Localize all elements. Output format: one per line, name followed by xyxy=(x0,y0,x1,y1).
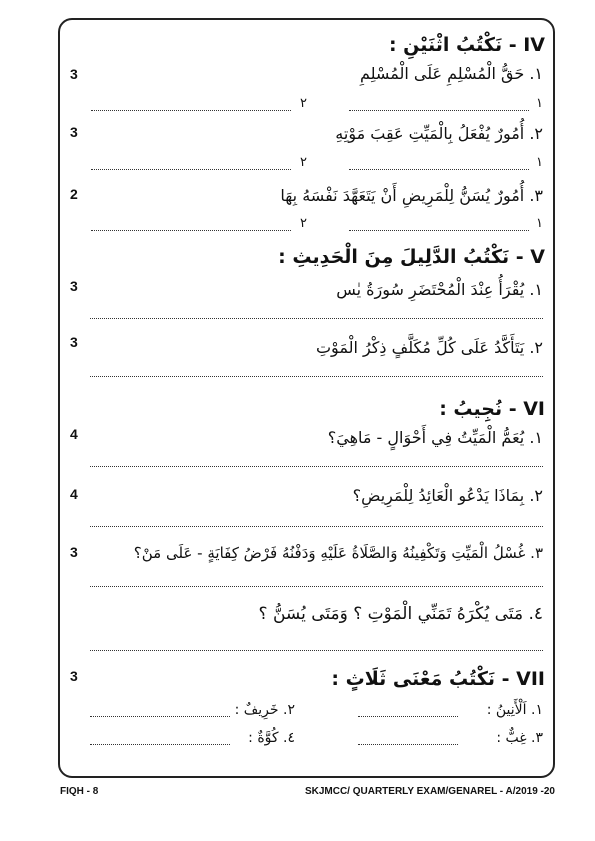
answer-line[interactable] xyxy=(90,526,543,527)
footer-subject: FIQH - 8 xyxy=(60,786,99,797)
answer-line[interactable] xyxy=(91,230,291,231)
answer-num-1: ١ xyxy=(536,96,543,111)
answer-line[interactable] xyxy=(90,716,230,717)
word-1: ١. اَلْأَنِينُ : xyxy=(486,702,543,718)
answer-num-1: ١ xyxy=(536,155,543,170)
question-vi-1: ١. يُعَمُّ الْمَيِّتُ فِي أَحْوَالٍ - مَاهِيَ؟ xyxy=(327,428,543,447)
answer-line[interactable] xyxy=(90,318,543,319)
answer-line[interactable] xyxy=(90,376,543,377)
section-iv-title: IV - نَكْتُبُ اثْنَيْنِ : xyxy=(388,34,545,56)
question-vi-3: ٣. غُسْلُ الْمَيِّتِ وَتَكْفِينُهُ وَالصَّلَاةُ عَلَيْهِ وَدَفْنُهُ فَرْضُ كِفَايَةٍ - عَلَى مَنْ؟ xyxy=(133,544,543,562)
answer-line[interactable] xyxy=(91,110,291,111)
answer-line[interactable] xyxy=(358,744,458,745)
answer-pair-iv-1 xyxy=(90,98,543,114)
answer-line[interactable] xyxy=(91,169,291,170)
answer-line[interactable] xyxy=(90,744,230,745)
answer-line[interactable] xyxy=(349,230,529,231)
word-4: ٤. كُوَّةٌ : xyxy=(248,730,295,746)
question-iv-2: ٢. أُمُورٌ يُفْعَلُ بِالْمَيِّتِ عَقِبَ مَوْتِهِ xyxy=(335,124,543,143)
marks-iv-2: 3 xyxy=(70,124,78,140)
answer-num-2: ٢ xyxy=(300,216,307,231)
marks-v-2: 3 xyxy=(70,334,78,350)
marks-v-1: 3 xyxy=(70,278,78,294)
question-iv-1: ١. حَقُّ الْمُسْلِمِ عَلَى الْمُسْلِمِ xyxy=(359,64,543,83)
answer-num-2: ٢ xyxy=(300,96,307,111)
word-2: ٢. خَرِيفٌ : xyxy=(234,702,295,718)
section-vi-title: VI - نُجِيبُ : xyxy=(439,398,545,420)
marks-vi-3: 3 xyxy=(70,544,78,560)
question-v-2: ٢. يَتَأَكَّدُ عَلَى كُلِّ مُكَلَّفٍ ذِكْرُ الْمَوْتِ xyxy=(315,338,543,357)
answer-line[interactable] xyxy=(90,466,543,467)
question-vi-2: ٢. بِمَاذَا يَدْعُو الْعَائِدُ لِلْمَرِيضِ؟ xyxy=(352,486,543,505)
answer-pair-iv-3 xyxy=(90,218,543,234)
answer-pair-iv-2 xyxy=(90,157,543,173)
answer-line[interactable] xyxy=(358,716,458,717)
answer-num-2: ٢ xyxy=(300,155,307,170)
answer-line[interactable] xyxy=(349,169,529,170)
section-vii-title: VII - نَكْتُبُ مَعْنَى ثَلَاثٍ : xyxy=(331,668,545,690)
question-iv-3: ٣. أُمُورٌ يُسَنُّ لِلْمَرِيضِ أَنْ يَتَعَهَّدَ نَفْسَهُ بِهَا xyxy=(280,186,543,205)
question-vi-4: ٤. مَتَى يُكْرَهُ تَمَنِّي الْمَوْتِ ؟ وَمَتَى يُسَنُّ ؟ xyxy=(258,604,543,624)
section-v-title: V - نَكْتُبُ الدَّلِيلَ مِنَ الْحَدِيثِ : xyxy=(278,246,545,268)
marks-iv-3: 2 xyxy=(70,186,78,202)
marks-vi-1: 4 xyxy=(70,426,78,442)
answer-num-1: ١ xyxy=(536,216,543,231)
word-3: ٣. غِبٌّ : xyxy=(496,730,543,746)
footer-exam: SKJMCC/ QUARTERLY EXAM/GENAREL - A/2019 -20 xyxy=(304,786,555,797)
question-v-1: ١. يُقْرَأُ عِنْدَ الْمُحْتَضَرِ سُورَةُ يٰس xyxy=(336,280,543,299)
answer-line[interactable] xyxy=(90,586,543,587)
marks-vi-2: 4 xyxy=(70,486,78,502)
answer-line[interactable] xyxy=(349,110,529,111)
answer-line[interactable] xyxy=(90,650,543,651)
marks-vii: 3 xyxy=(70,668,78,684)
marks-iv-1: 3 xyxy=(70,66,78,82)
